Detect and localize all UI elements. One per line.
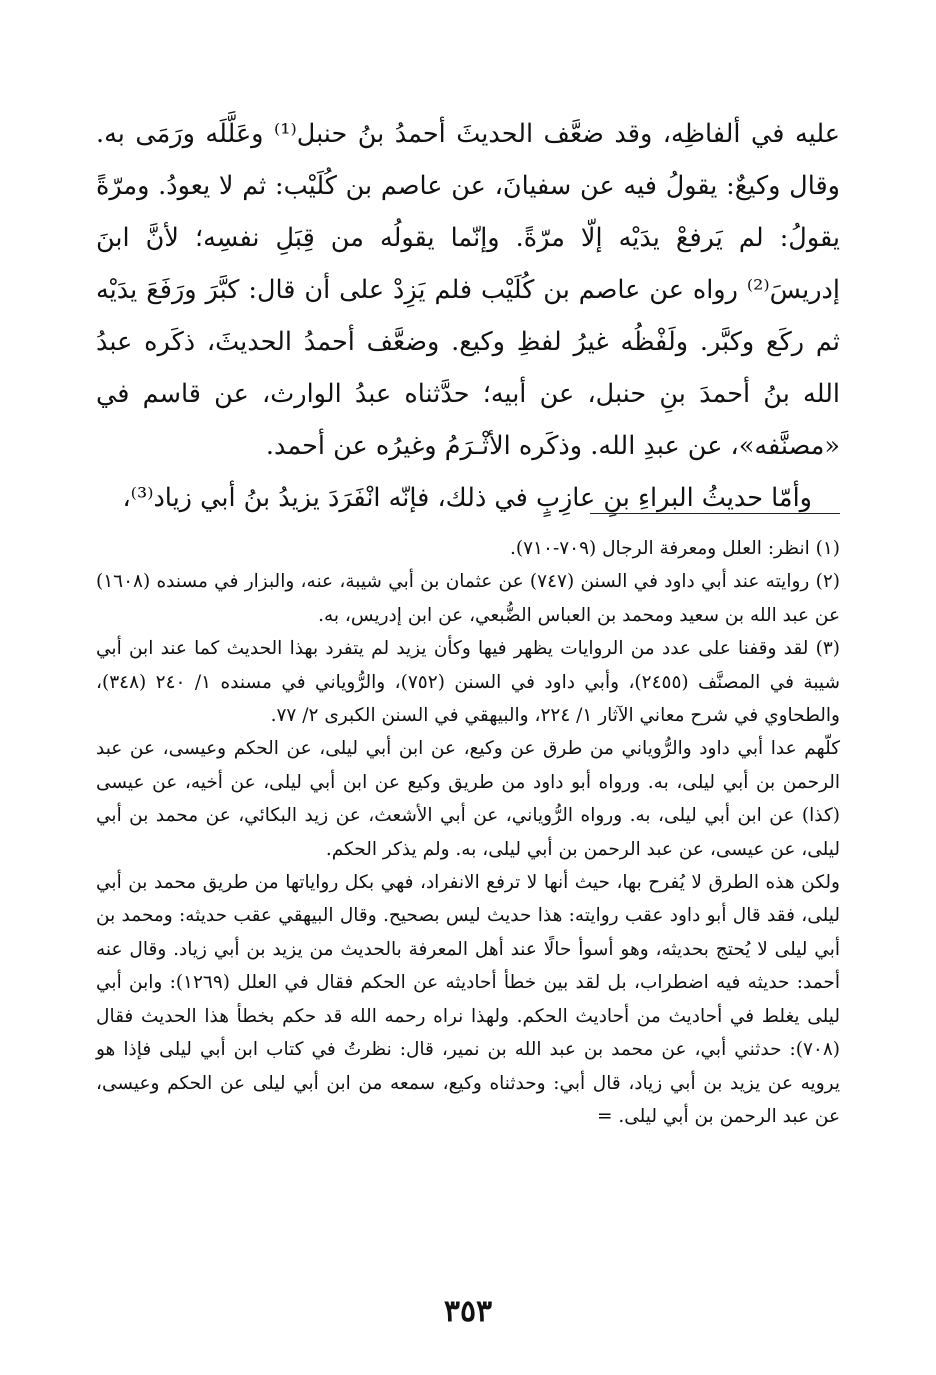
footnote-3-part-2: كلّهم عدا أبي داود والرُّوياني من طرق عن وكيع، عن ابن أبي ليلى، عن الحكم وعيسى، عن عبد الرحمن بن أبي ليلى، به. ورواه أبو داود من طريق وكيع عن ابن أبي ليلى، عن أخيه، عن عيسى (كذا) عن ابن أبي ليلى، به. ورواه الرُّوياني، عن أبي الأشعث، عن زيد البكائي، عن محمد بن أبي ليلى، عن عيسى، عن عبد الرحمن بن أبي ليلى، به. ولم يذكر الحكم. bbox=[96, 738, 840, 860]
footnote-separator bbox=[590, 513, 840, 514]
main-paragraph-2: وأمّا حديثُ البراءِ بنِ عازِبٍ في ذلك، فإنّه انْفَرَدَ يزيدُ بنُ أبي زياد⁽³⁾، bbox=[122, 483, 812, 513]
footnote-3-part-1: (٣) لقد وقفنا على عدد من الروايات يظهر فيها وكأن يزيد لم يتفرد بهذا الحديث كما عند ابن أبي شيبة في المصنَّف (٢٤٥٥)، وأبي داود في السنن (٧٥٢)، والرُّوياني في مسنده ١/ ٢٤٠ (٣٤٨)، والطحاوي في شرح معاني الآثار ١/ ٢٢٤، والبيهقي في السنن الكبرى ٢/ ٧٧. bbox=[96, 638, 840, 727]
footnote-2: (٢) روايته عند أبي داود في السنن (٧٤٧) عن عثمان بن أبي شيبة، عنه، والبزار في مسنده (١٦٠٨) عن عبد الله بن سعيد ومحمد بن العباس الضُّبعي، عن ابن إدريس، به. bbox=[96, 571, 840, 626]
page-number: ٣٥٣ bbox=[443, 1294, 493, 1329]
footnotes bbox=[96, 532, 840, 1133]
footnote-3-part-3: ولكن هذه الطرق لا يُفرح بها، حيث أنها لا ترفع الانفراد، فهي بكل رواياتها من طريق محمد بن أبي ليلى، فقد قال أبو داود عقب روايته: هذا حديث ليس بصحيح. وقال البيهقي عقب حديثه: ومحمد بن أبي ليلى لا يُحتج بحديثه، وهو أسوأ حالًا عند أهل المعرفة بالحديث من يزيد بن أبي زياد. وقال عنه أحمد: حديثه فيه اضطراب، بل لقد بين خطأ أحاديثه عن الحكم فقال في العلل (١٢٦٩): وابن أبي ليلى يغلط في أحاديث من أحاديث الحكم. ولهذا نراه رحمه الله قد حكم بخطأ هذا الحديث فقال (٧٠٨): حدثني أبي، عن محمد بن عبد الله بن نمير، قال: نظرتُ في كتاب ابن أبي ليلى فإذا هو يرويه عن يزيد بن أبي زياد، قال أبي: وحدثناه وكيع، سمعه من ابن أبي ليلى عن الحكم وعيسى، عن عبد الرحمن بن أبي ليلى. = bbox=[96, 872, 840, 1127]
main-text bbox=[96, 108, 840, 524]
footnote-1: (١) انظر: العلل ومعرفة الرجال (٧٠٩-٧١٠). bbox=[510, 538, 840, 559]
main-paragraph-1: عليه في ألفاظِه، وقد ضعَّف الحديثَ أحمدُ بنُ حنبل⁽¹⁾ وعَلَّلَه ورَمَى به. وقال وكيعٌ: يقولُ فيه عن سفيانَ، عن عاصم بن كُلَيْب: ثم لا يعودُ. ومرّةً يقولُ: لم يَرفعْ يدَيْه إلّا مرّةً. وإنّما يقولُه من قِبَلِ نفسِه؛ لأنَّ ابنَ إدريسَ⁽²⁾ رواه عن عاصم بن كُلَيْب فلم يَزِدْ على أن قال: كبَّرَ ورَفَعَ يدَيْه ثم ركَع وكبَّر. ولَفْظُه غيرُ لفظِ وكيع. وضعَّف أحمدُ الحديثَ، ذكَره عبدُ الله بنُ أحمدَ بنِ حنبل، عن أبيه؛ حدَّثناه عبدُ الوارث، عن قاسم في «مصنَّفه»، عن عبدِ الله. وذكَره الأثْـرَمُ وغيرُه عن أحمد. bbox=[96, 119, 840, 461]
